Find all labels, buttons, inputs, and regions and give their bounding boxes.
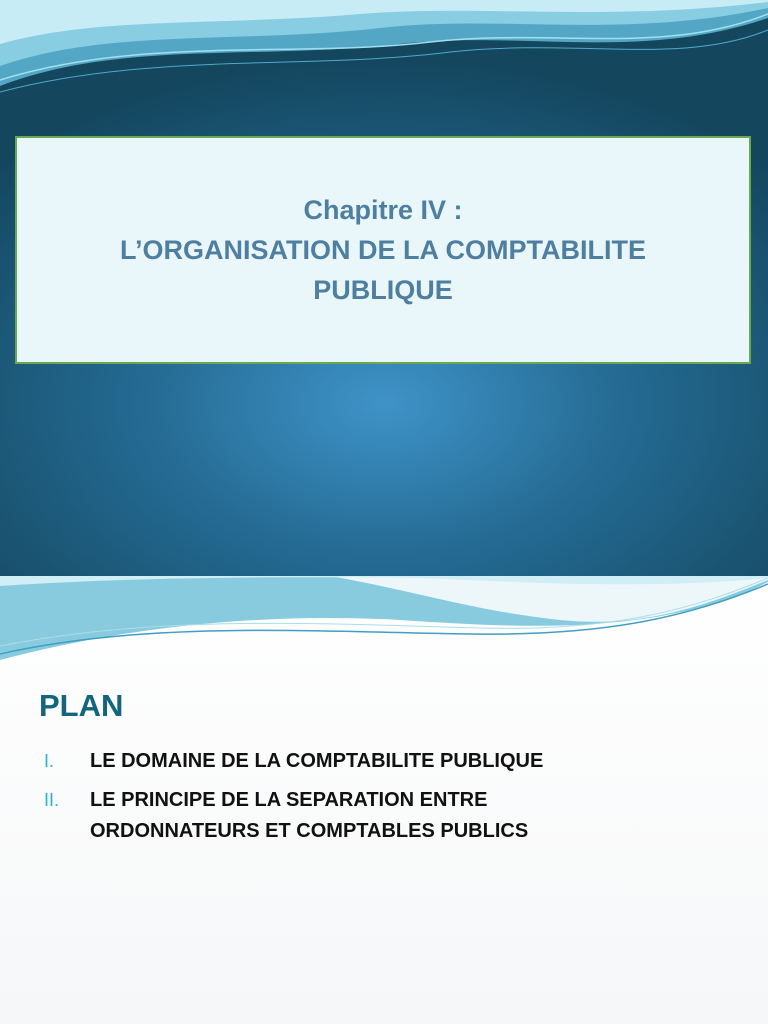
plan-item [44,785,744,847]
wave-decoration-top [0,0,768,110]
plan-item-text [90,785,528,847]
plan-item-number: I. [44,751,55,771]
plan-list [44,746,744,855]
wave-decoration-top [0,576,768,666]
plan-item-text [90,746,543,777]
plan-item-line: LE PRINCIPE DE LA SEPARATION ENTRE [90,789,488,811]
plan-item [44,746,744,777]
plan-heading: PLAN [39,688,124,723]
plan-item-line: ORDONNATEURS ET COMPTABLES PUBLICS [90,820,529,842]
plan-item-line: LE DOMAINE DE LA COMPTABILITE PUBLIQUE [90,750,544,772]
plan-item-number: II. [44,790,60,810]
title-box [15,136,751,364]
chapter-title-line-3: PUBLIQUE [313,275,453,305]
slide-plan [0,576,768,1024]
chapter-title-line-1: Chapitre IV : [303,195,463,225]
chapter-title-line-2: L’ORGANISATION DE LA COMPTABILITE [120,235,646,265]
